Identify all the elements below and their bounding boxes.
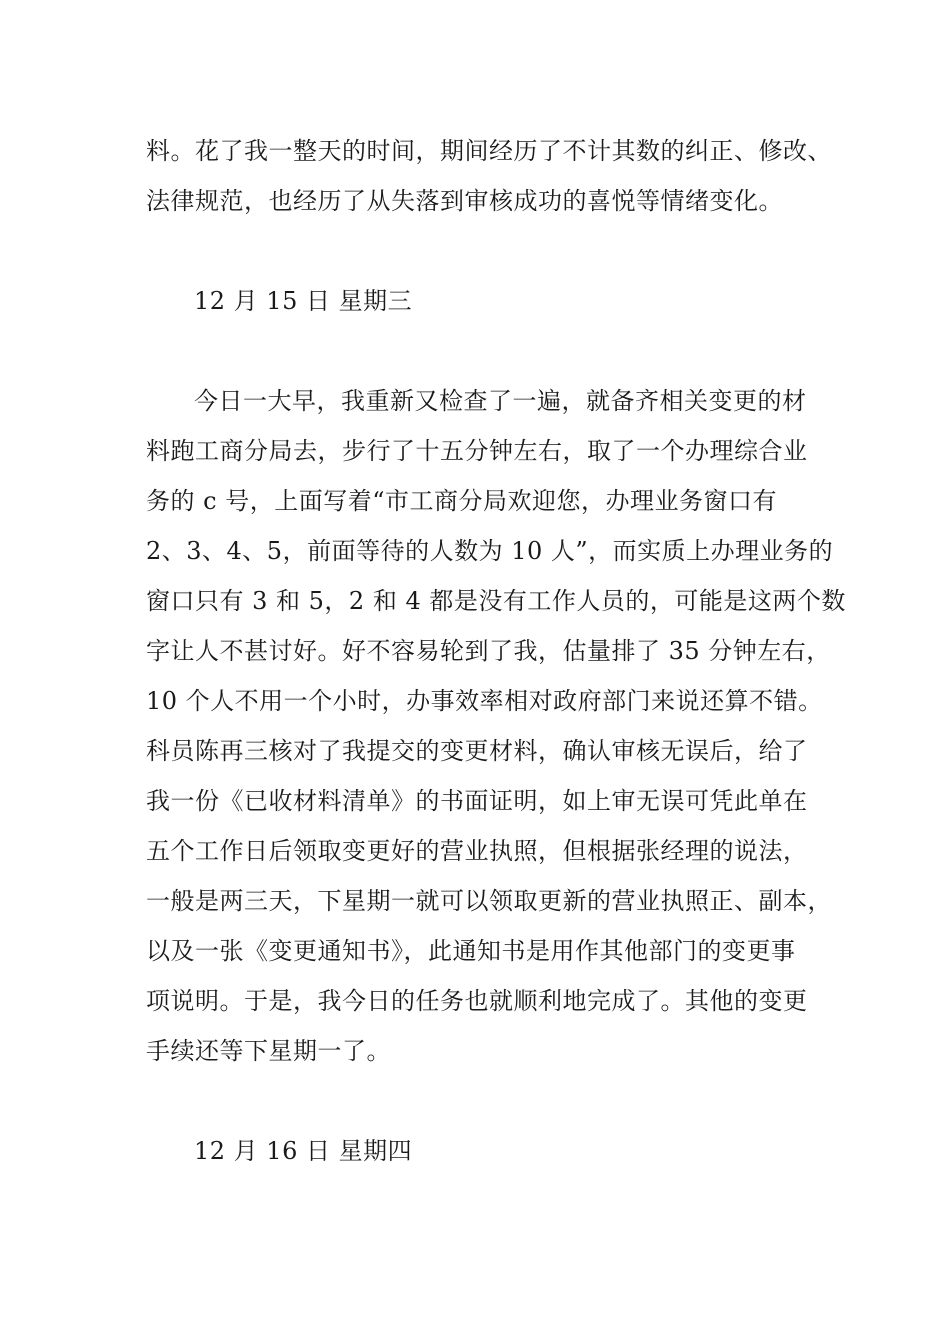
paragraph-line: 2、3、4、5，前面等待的人数为 10 人”，而实质上办理业务的 (146, 537, 834, 565)
paragraph-line: 窗口只有 3 和 5，2 和 4 都是没有工作人员的，可能是这两个数 (146, 587, 846, 615)
paragraph-line: 料。花了我一整天的时间，期间经历了不计其数的纠正、修改、 (146, 137, 832, 165)
paragraph-line: 字让人不甚讨好。好不容易轮到了我，估量排了 35 分钟左右， (146, 637, 831, 665)
paragraph-line: 法律规范，也经历了从失落到审核成功的喜悦等情绪变化。 (146, 187, 783, 215)
date-heading: 12 月 15 日 星期三 (194, 287, 413, 315)
paragraph-line: 项说明。于是，我今日的任务也就顺利地完成了。其他的变更 (146, 987, 808, 1015)
paragraph-line: 我一份《已收材料清单》的书面证明，如上审无误可凭此单在 (146, 787, 808, 815)
date-heading: 12 月 16 日 星期四 (194, 1137, 413, 1165)
paragraph-line: 一般是两三天，下星期一就可以领取更新的营业执照正、副本， (146, 887, 832, 915)
paragraph-line: 10 个人不用一个小时，办事效率相对政府部门来说还算不错。 (146, 687, 823, 715)
paragraph-line: 手续还等下星期一了。 (146, 1037, 391, 1065)
paragraph-line: 五个工作日后领取变更好的营业执照，但根据张经理的说法， (146, 837, 808, 865)
paragraph-line: 今日一大早，我重新又检查了一遍，就备齐相关变更的材 (194, 387, 807, 415)
paragraph-line: 科员陈再三核对了我提交的变更材料，确认审核无误后，给了 (146, 737, 808, 765)
paragraph-line: 务的 c 号，上面写着“市工商分局欢迎您，办理业务窗口有 (146, 487, 777, 515)
paragraph-line: 以及一张《变更通知书》，此通知书是用作其他部门的变更事 (146, 937, 796, 965)
paragraph-line: 料跑工商分局去，步行了十五分钟左右，取了一个办理综合业 (146, 437, 808, 465)
